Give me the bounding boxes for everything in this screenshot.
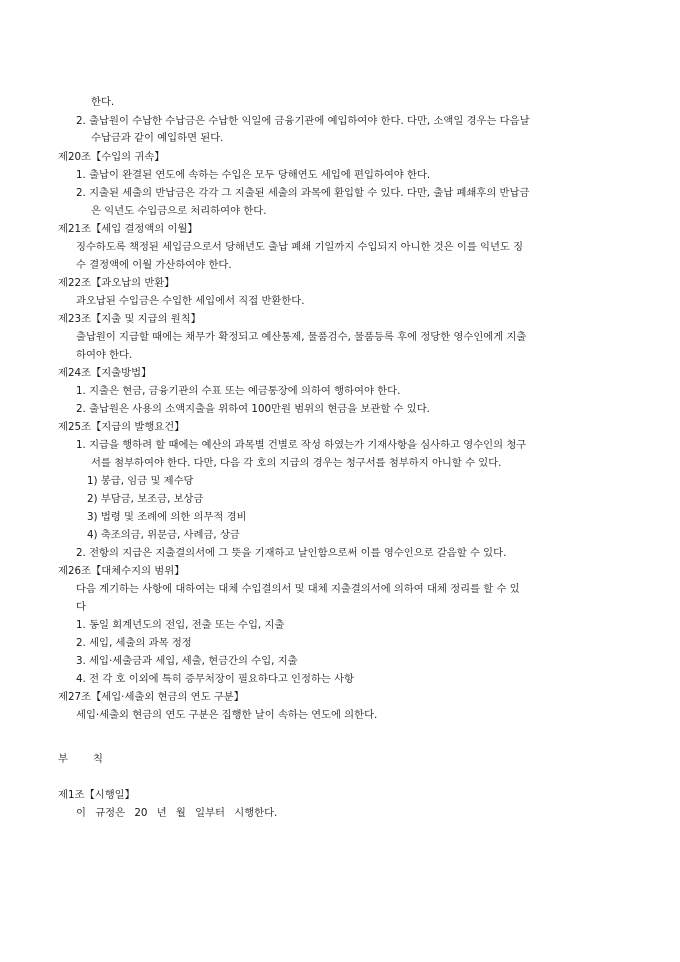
item-line: 1. 동일 회계년도의 전입, 전출 또는 수입, 지출 xyxy=(76,619,285,631)
sub-item-line: 2) 부담금, 보조금, 보상금 xyxy=(87,493,204,505)
item-line: 1. 지급을 행하려 할 때에는 예산의 과목별 건별로 작성 하였는가 기재사항을 심사하고 영수인의 청구 xyxy=(76,439,527,451)
item-line: 2. 지출된 세출의 반납금은 각각 그 지출된 세출의 과목에 환입할 수 있다. 다만, 출납 폐쇄후의 반납금 xyxy=(76,187,530,199)
article-heading: 제23조【지출 및 지급의 원칙】 xyxy=(58,313,201,325)
article-heading: 제20조【수입의 귀속】 xyxy=(58,151,165,163)
item-line: 2. 출납원은 사용의 소액지출을 위하여 100만원 범위의 현금을 보관할 수 있다. xyxy=(76,403,430,415)
sub-item-line: 3) 법령 및 조례에 의한 의무적 경비 xyxy=(87,511,247,523)
sub-item-line: 4) 축조의금, 위문금, 사례금, 상금 xyxy=(87,529,240,541)
item-line: 1. 지출은 현금, 금융기관의 수표 또는 예금통장에 의하여 행하여야 한다. xyxy=(76,385,401,397)
item-line: 은 익년도 수입금으로 처리하여야 한다. xyxy=(91,205,267,217)
paragraph-line: 세입·세출외 현금의 연도 구분은 집행한 날이 속하는 연도에 의한다. xyxy=(76,709,378,721)
paragraph-line: 수 결정액에 이월 가산하여야 한다. xyxy=(76,259,232,271)
paragraph-line: 다 xyxy=(76,601,86,613)
item-line: 3. 세입·세출금과 세입, 세출, 현금간의 수입, 지출 xyxy=(76,655,298,667)
paragraph-line: 다음 계기하는 사항에 대하여는 대체 수입결의서 및 대체 지출결의서에 의하여 대체 정리를 할 수 있 xyxy=(76,583,520,595)
item-line: 2. 출납원이 수납한 수납금은 수납한 익일에 금융기관에 예입하여야 한다. 다만, 소액일 경우는 다음날 xyxy=(76,115,530,127)
article-heading: 제24조【지출방법】 xyxy=(58,367,152,379)
item-line: 서를 첨부하여야 한다. 다만, 다음 각 호의 지급의 경우는 청구서를 첨부하지 아니할 수 있다. xyxy=(91,457,502,469)
paragraph-line: 출납원이 지급할 때에는 채무가 확정되고 예산통제, 물품검수, 물품등록 후에 정당한 영수인에게 지출 xyxy=(76,331,527,343)
sub-item-line: 1) 봉급, 임금 및 제수당 xyxy=(87,475,194,487)
article-heading: 제1조【시행일】 xyxy=(58,789,135,801)
paragraph-line: 하여야 한다. xyxy=(76,349,133,361)
paragraph-line: 한다. xyxy=(91,96,115,108)
article-heading: 제21조【세입 결정액의 이월】 xyxy=(58,223,198,235)
article-heading: 제26조【대체수지의 범위】 xyxy=(58,565,185,577)
item-line: 2. 세입, 세출의 과목 정정 xyxy=(76,637,192,649)
article-heading: 제22조【과오납의 반환】 xyxy=(58,277,175,289)
appendix-heading-char: 칙 xyxy=(93,753,103,765)
paragraph-line: 이 규정은 20 년 월 일부터 시행한다. xyxy=(76,807,278,819)
item-line: 4. 전 각 호 이외에 특히 증무처장이 필요하다고 인정하는 사항 xyxy=(76,673,355,685)
paragraph-line: 과오납된 수입금은 수입한 세입에서 직접 반환한다. xyxy=(76,295,305,307)
item-line: 수납금과 같이 예입하면 된다. xyxy=(91,132,224,144)
item-line: 1. 출납이 완결된 연도에 속하는 수입은 모두 당해연도 세입에 편입하여야 한다. xyxy=(76,169,431,181)
item-line: 2. 전항의 지급은 지출결의서에 그 뜻을 기재하고 날인함으로써 이를 영수인으로 갈음할 수 있다. xyxy=(76,547,507,559)
paragraph-line: 징수하도록 책정된 세입금으로서 당해년도 출납 폐쇄 기일까지 수입되지 아니한 것은 이를 익년도 징 xyxy=(76,241,524,253)
appendix-heading-char: 부 xyxy=(58,753,68,765)
article-heading: 제25조【지급의 발행요건】 xyxy=(58,421,185,433)
article-heading: 제27조【세입·세출외 현금의 연도 구분】 xyxy=(58,691,245,703)
